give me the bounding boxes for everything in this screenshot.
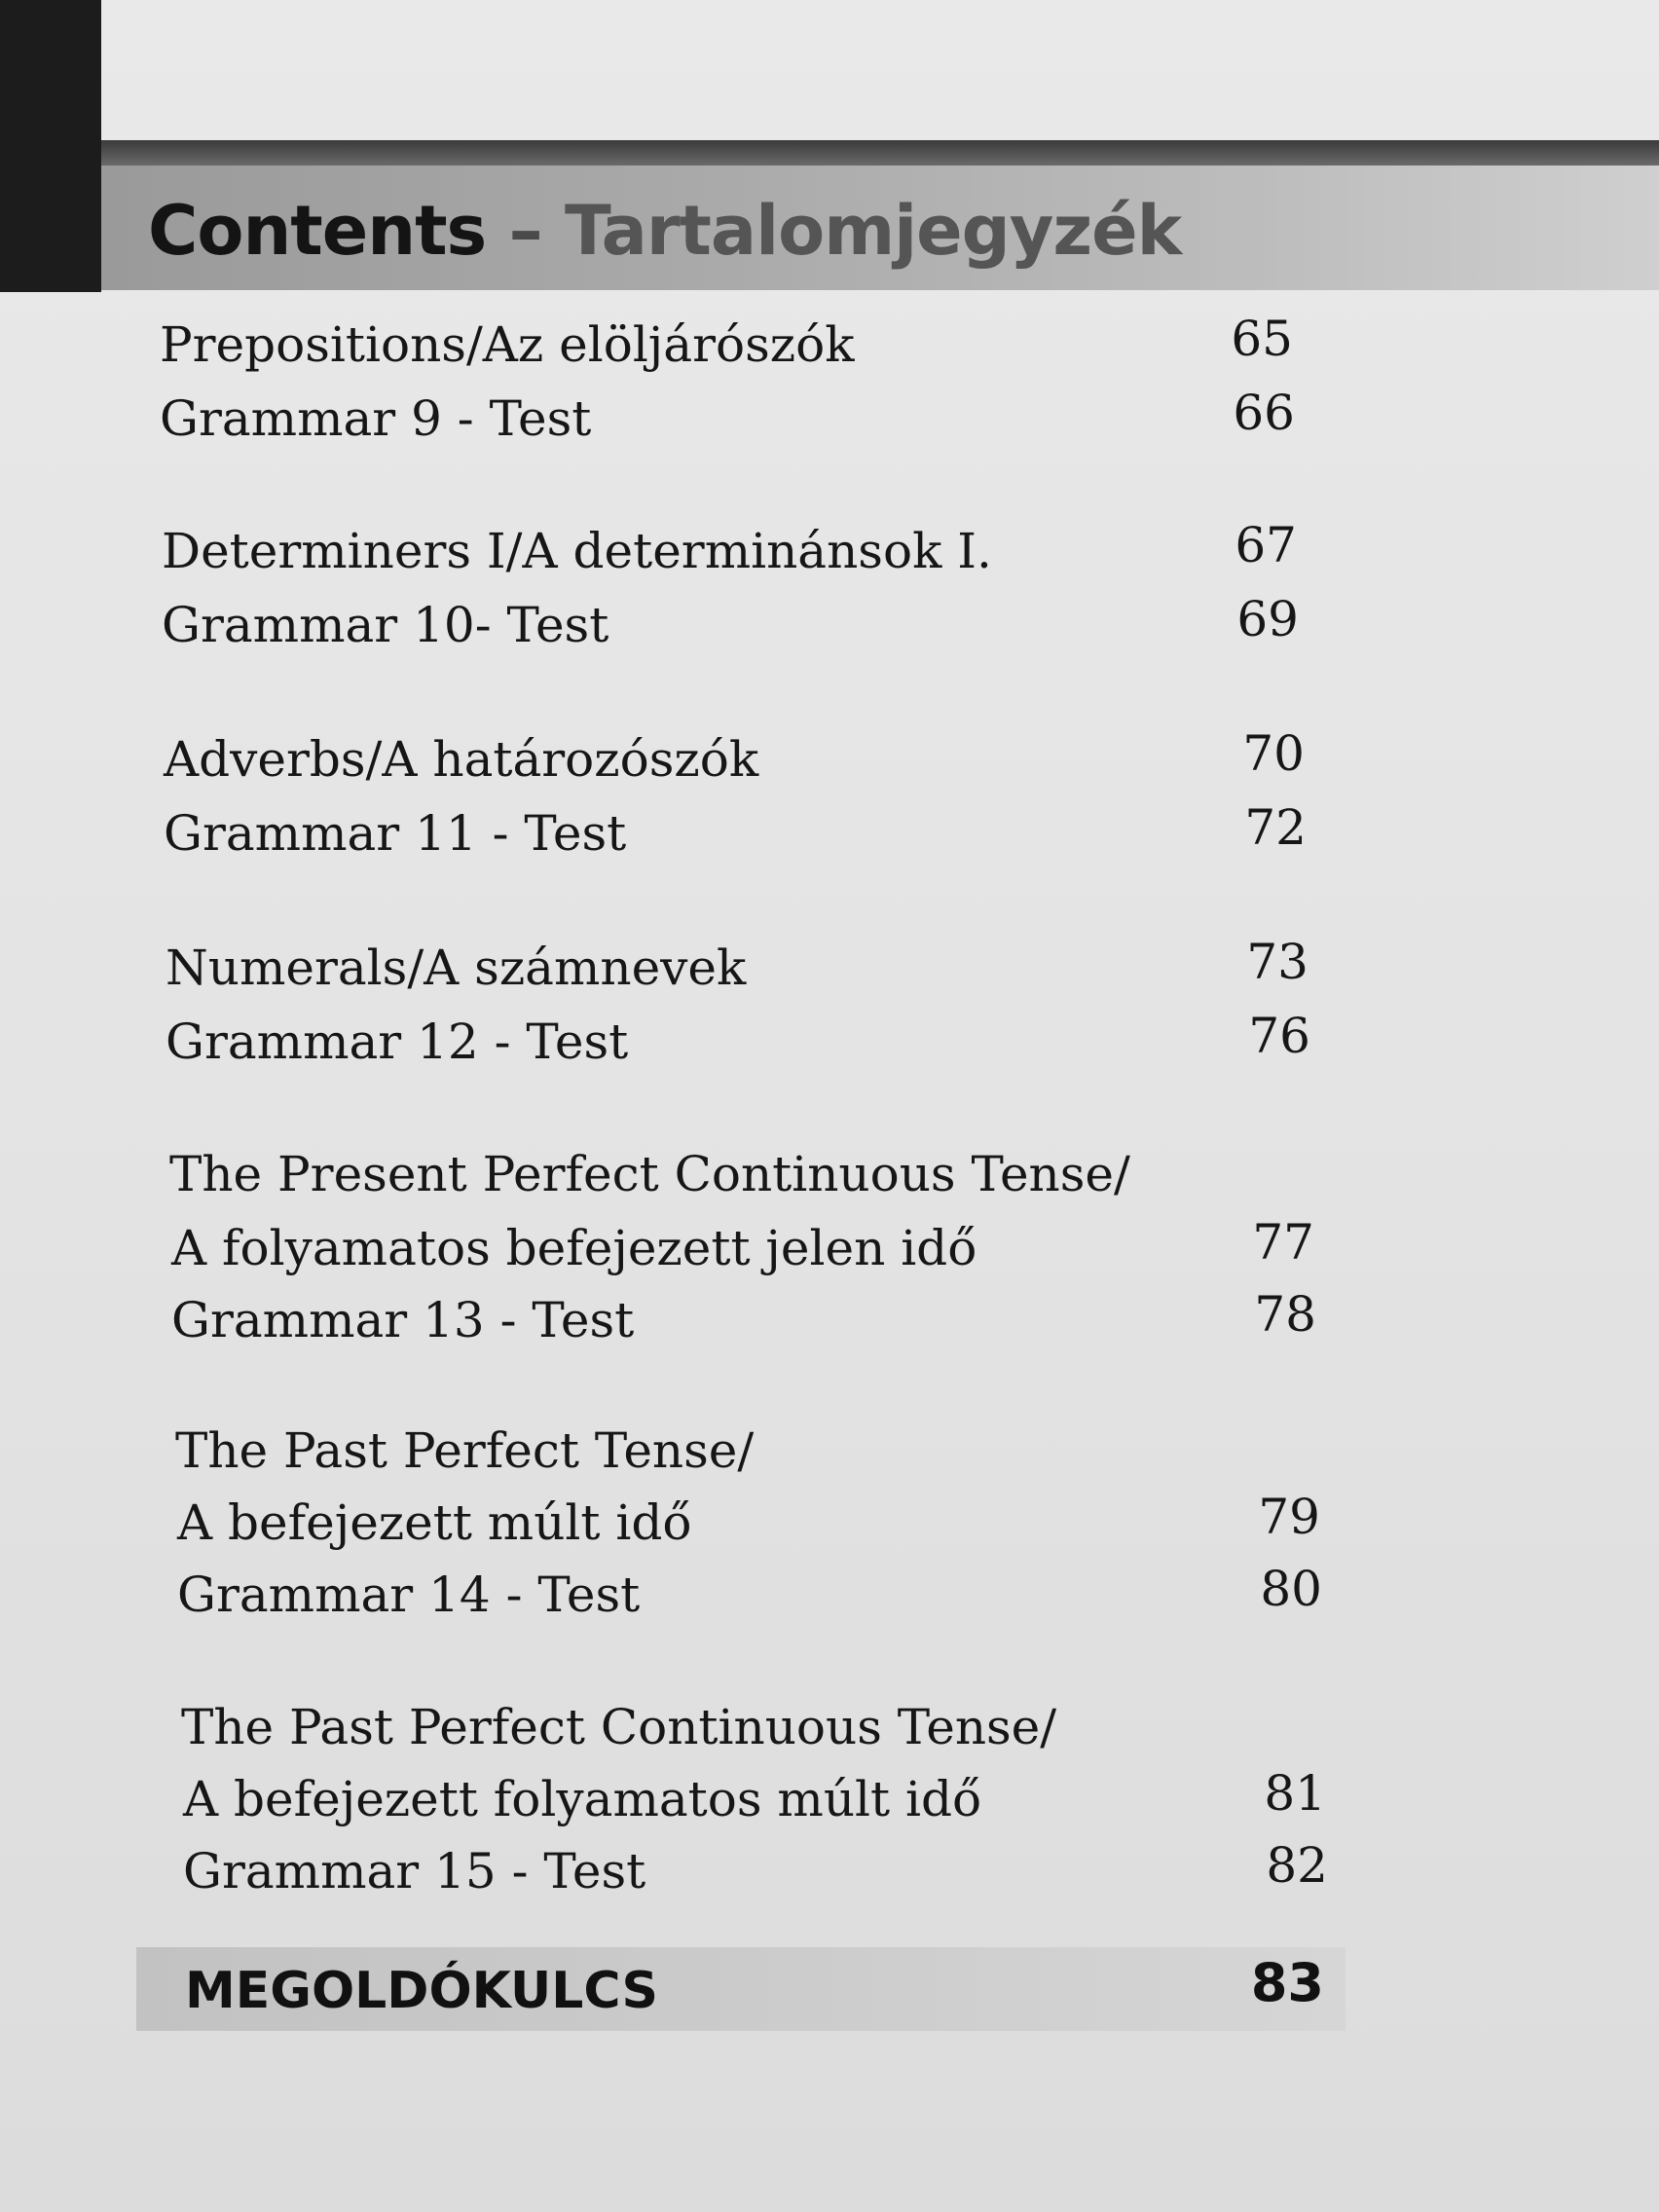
toc-entry-title: The Past Perfect Continuous Tense/ (181, 1699, 1057, 1755)
toc-entry-page-number: 77 (1252, 1214, 1314, 1271)
toc-entry-title: Grammar 9 - Test (160, 390, 592, 447)
toc-entry-page-number: 82 (1266, 1837, 1328, 1894)
toc-entry-title: Grammar 10- Test (162, 597, 609, 653)
toc-entry (0, 726, 1659, 793)
toc-entry (0, 1562, 1659, 1628)
toc-entry (0, 1009, 1659, 1075)
toc-entry-page-number: 70 (1242, 725, 1305, 782)
toc-entry-page-number: 80 (1260, 1561, 1322, 1617)
toc-entry-title: Grammar 14 - Test (177, 1567, 641, 1623)
toc-entry-page-number: 81 (1264, 1765, 1326, 1822)
toc-entry-title: Determiners I/A determinánsok I. (162, 523, 992, 579)
page-title (148, 191, 1181, 271)
toc-entry (0, 592, 1659, 658)
toc-entry-title: Adverbs/A határozószók (164, 731, 759, 788)
toc-entry-page-number: 66 (1233, 385, 1295, 441)
toc-entry-title: The Present Perfect Continuous Tense/ (169, 1146, 1130, 1202)
toc-entry-title: A folyamatos befejezett jelen idő (171, 1220, 977, 1276)
toc-entry-page-number: 67 (1235, 517, 1297, 573)
toc-entry-page-number: 78 (1254, 1286, 1316, 1343)
header-top-rule (101, 140, 1659, 166)
toc-entry (0, 935, 1659, 1001)
toc-entry (0, 1766, 1659, 1832)
toc-entry (0, 1838, 1659, 1904)
toc-entry-title: A befejezett múlt idő (177, 1494, 692, 1551)
toc-entry-title: Numerals/A számnevek (166, 940, 747, 996)
toc-entry-title: Grammar 15 - Test (183, 1843, 646, 1899)
toc-entry (0, 1287, 1659, 1353)
toc-entry-page-number: 72 (1244, 799, 1307, 856)
toc-entry-page-number: 79 (1258, 1489, 1320, 1545)
toc-entry (0, 1215, 1659, 1281)
toc-entry-page-number: 65 (1231, 311, 1293, 367)
toc-entry (0, 312, 1659, 378)
answer-key-page-number: 83 (1250, 1952, 1324, 2013)
toc-entry-title: Grammar 11 - Test (164, 805, 627, 862)
toc-entry (0, 1490, 1659, 1556)
toc-entry (0, 800, 1659, 866)
left-black-bar (0, 0, 101, 292)
toc-entry-page-number: 73 (1246, 934, 1309, 990)
toc-entry-title: A befejezett folyamatos múlt idő (183, 1771, 982, 1827)
toc-entry-title: Grammar 12 - Test (166, 1014, 629, 1070)
title-english: Contents (148, 191, 487, 271)
toc-entry (0, 1418, 1659, 1484)
title-hungarian: Tartalomjegyzék (564, 191, 1182, 271)
toc-entry (0, 518, 1659, 584)
toc-entry (0, 386, 1659, 452)
answer-key-label: MEGOLDÓKULCS (185, 1962, 658, 2020)
toc-entry-title: Grammar 13 - Test (171, 1292, 635, 1348)
toc-entry-page-number: 76 (1248, 1008, 1310, 1064)
toc-entry-title: The Past Perfect Tense/ (175, 1422, 755, 1479)
toc-entry (0, 1694, 1659, 1760)
toc-entry (0, 1141, 1659, 1207)
title-dash: – (508, 191, 542, 271)
toc-entry-title: Prepositions/Az elöljárószók (160, 316, 855, 373)
toc-entry-page-number: 69 (1236, 591, 1299, 647)
